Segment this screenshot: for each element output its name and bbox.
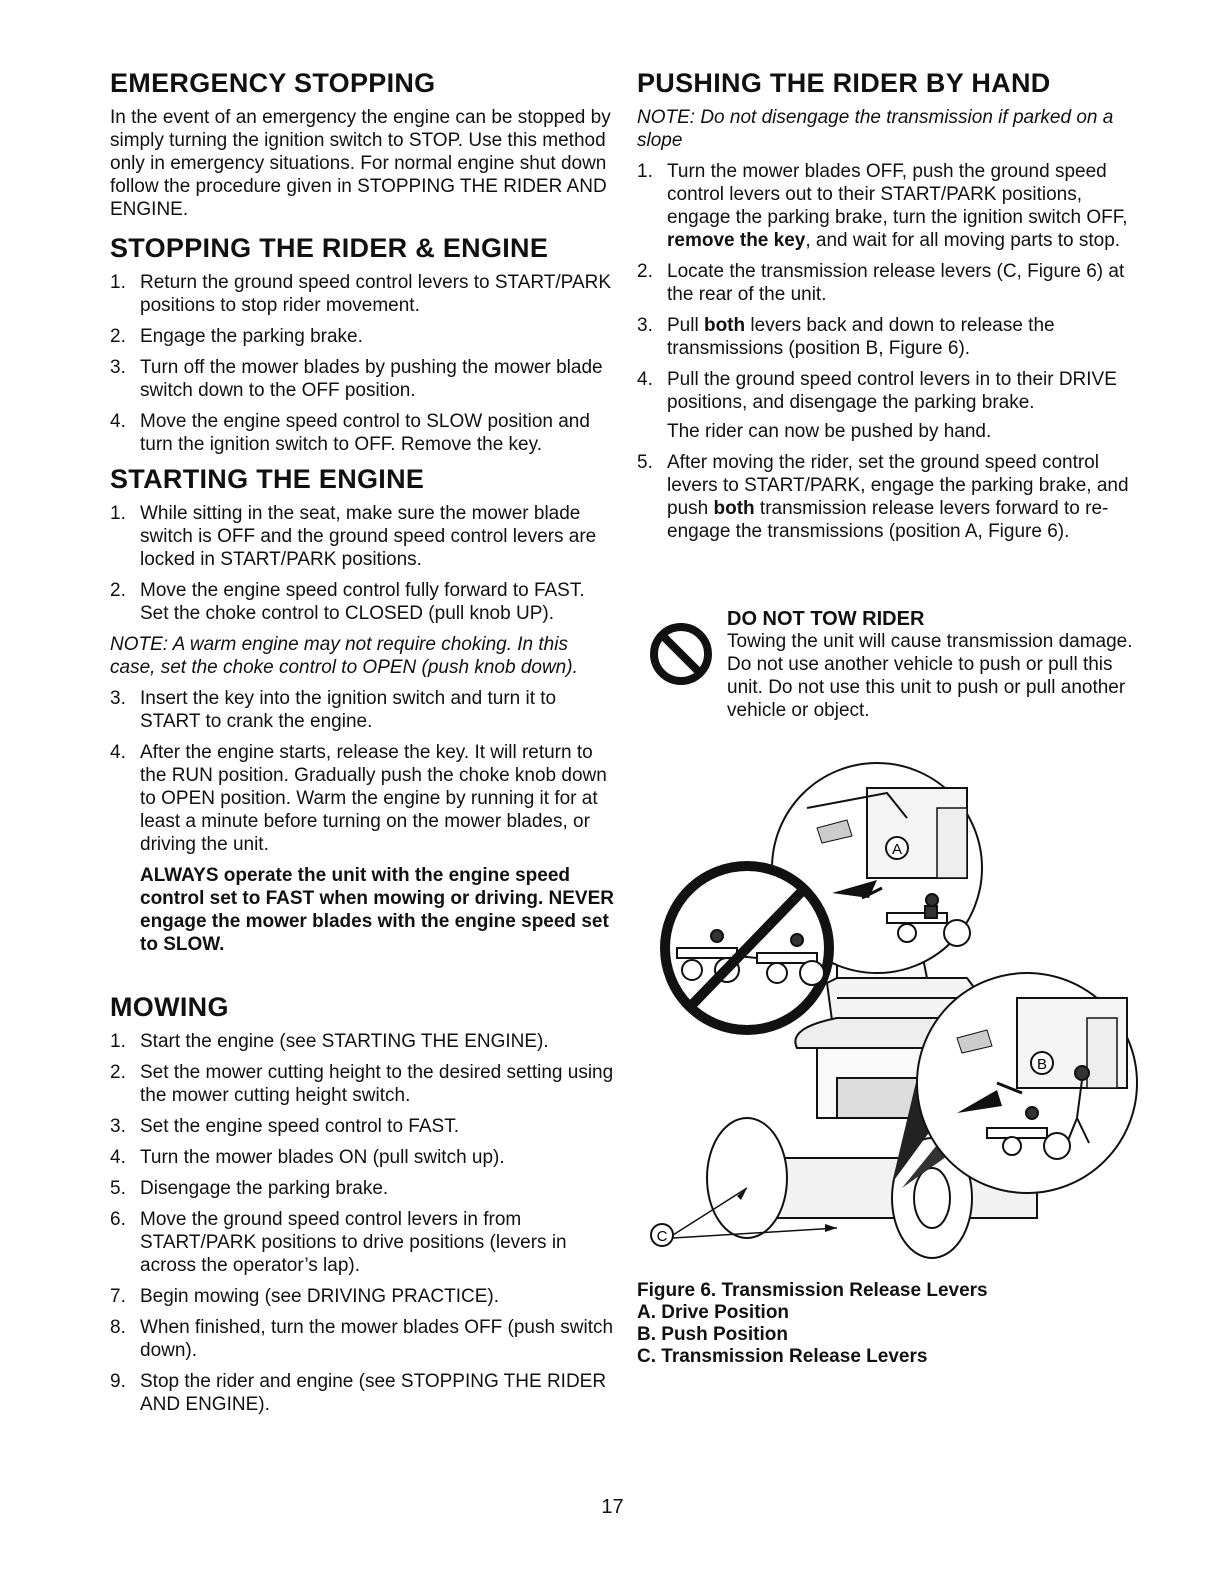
- starting-list-a: [110, 502, 615, 625]
- prohibition-icon: [649, 622, 713, 686]
- list-item: 1. Return the ground speed control levers to START/PARK positions to stop rider movement.: [110, 272, 612, 316]
- figure-6-illustration: [637, 748, 1147, 1268]
- list-item: 5. After moving the rider, set the ground speed control levers to START/PARK, engage the parking brake, and push both transmission release levers forward to re-engage the transmissions (position A, Figure 6).: [637, 452, 1129, 542]
- stopping-heading: STOPPING THE RIDER & ENGINE: [110, 233, 549, 263]
- list-item: 5. Disengage the parking brake.: [110, 1178, 389, 1199]
- list-item: 2. Locate the transmission release levers (C, Figure 6) at the rear of the unit.: [637, 261, 1125, 305]
- caption-c: C. Transmission Release Levers: [637, 1346, 928, 1367]
- list-item: 4. Turn the mower blades ON (pull switch up).: [110, 1147, 505, 1168]
- left-column: [110, 68, 615, 1424]
- list-item: 8. When finished, turn the mower blades OFF (push switch down).: [110, 1317, 614, 1361]
- pushing-heading: PUSHING THE RIDER BY HAND: [637, 68, 1051, 98]
- starting-heading: STARTING THE ENGINE: [110, 464, 425, 494]
- do-not-tow-warning: [637, 608, 1145, 728]
- list-item: 1. Start the engine (see STARTING THE ENGINE).: [110, 1031, 549, 1052]
- stopping-list: [110, 271, 615, 456]
- figure-label-a: A: [891, 841, 903, 858]
- warning-title: DO NOT TOW RIDER: [727, 608, 925, 630]
- warning-text: Towing the unit will cause transmission damage. Do not use another vehicle to push or pull this unit. Do not use this unit to push or pull another vehicle or object.: [727, 631, 1133, 721]
- engine-speed-warning: ALWAYS operate the unit with the engine speed control set to FAST when mowing or driving. NEVER engage the mower blades with the engine speed set to SLOW.: [140, 865, 614, 955]
- mowing-heading: MOWING: [110, 992, 229, 1022]
- list-item: 1. While sitting in the seat, make sure the mower blade switch is OFF and the ground speed control levers are locked in START/PARK positions.: [110, 503, 597, 570]
- caption-a: A. Drive Position: [637, 1302, 790, 1323]
- caption-title: Figure 6. Transmission Release Levers: [637, 1280, 988, 1301]
- figure-label-c: C: [656, 1228, 668, 1245]
- page-number: 17: [601, 1496, 624, 1518]
- list-item: 3. Set the engine speed control to FAST.: [110, 1116, 459, 1137]
- rider-illustration: [637, 748, 1147, 1268]
- list-item: 4. Pull the ground speed control levers in to their DRIVE positions, and disengage the parking brake. The rider can now be pushed by hand.: [637, 368, 1145, 443]
- right-column: [637, 68, 1145, 1368]
- pushing-list: [637, 160, 1145, 543]
- list-item: 1. Turn the mower blades OFF, push the ground speed control levers out to their START/PARK positions, engage the parking brake, turn the ignition switch OFF, remove the key, and wait for all moving parts to stop.: [637, 161, 1128, 251]
- emergency-stopping-body: In the event of an emergency the engine can be stopped by simply turning the ignition switch to STOP. Use this method only in emergency situations. For normal engine shut down follow the procedure given in STOPPING THE RIDER AND ENGINE.: [110, 107, 611, 220]
- figure-caption: [637, 1280, 988, 1368]
- list-item: 6. Move the ground speed control levers in from START/PARK positions to drive positions (levers in across the operator’s lap).: [110, 1209, 567, 1276]
- list-item: 4. After the engine starts, release the key. It will return to the RUN position. Gradually push the choke knob down to OPEN position. Warm the engine by running it for at least a minute before turning on the mower blades, or driving the unit.: [110, 742, 607, 855]
- mowing-list: [110, 1030, 615, 1416]
- list-item: 4. Move the engine speed control to SLOW position and turn the ignition switch to OFF. Remove the key.: [110, 411, 590, 455]
- list-item: 3. Turn off the mower blades by pushing the mower blade switch down to the OFF position.: [110, 357, 603, 401]
- list-item: 2. Move the engine speed control fully forward to FAST. Set the choke control to CLOSED (pull knob UP).: [110, 580, 585, 624]
- starting-list-b: [110, 687, 615, 856]
- list-item: 9. Stop the rider and engine (see STOPPING THE RIDER AND ENGINE).: [110, 1371, 607, 1415]
- list-item: 2. Engage the parking brake.: [110, 326, 363, 347]
- emergency-stopping-heading: EMERGENCY STOPPING: [110, 68, 436, 98]
- slope-note: NOTE: Do not disengage the transmission if parked on a slope: [637, 107, 1114, 151]
- choke-note: NOTE: A warm engine may not require choking. In this case, set the choke control to OPEN (push knob down).: [110, 634, 578, 678]
- push-by-hand-note: The rider can now be pushed by hand.: [667, 421, 992, 442]
- list-item: 7. Begin mowing (see DRIVING PRACTICE).: [110, 1286, 499, 1307]
- figure-label-b: B: [1036, 1056, 1048, 1073]
- list-item: 3. Insert the key into the ignition switch and turn it to START to crank the engine.: [110, 688, 557, 732]
- list-item: 3. Pull both levers back and down to release the transmissions (position B, Figure 6).: [637, 315, 1055, 359]
- list-item: 2. Set the mower cutting height to the desired setting using the mower cutting height switch.: [110, 1062, 614, 1106]
- caption-b: B. Push Position: [637, 1324, 788, 1345]
